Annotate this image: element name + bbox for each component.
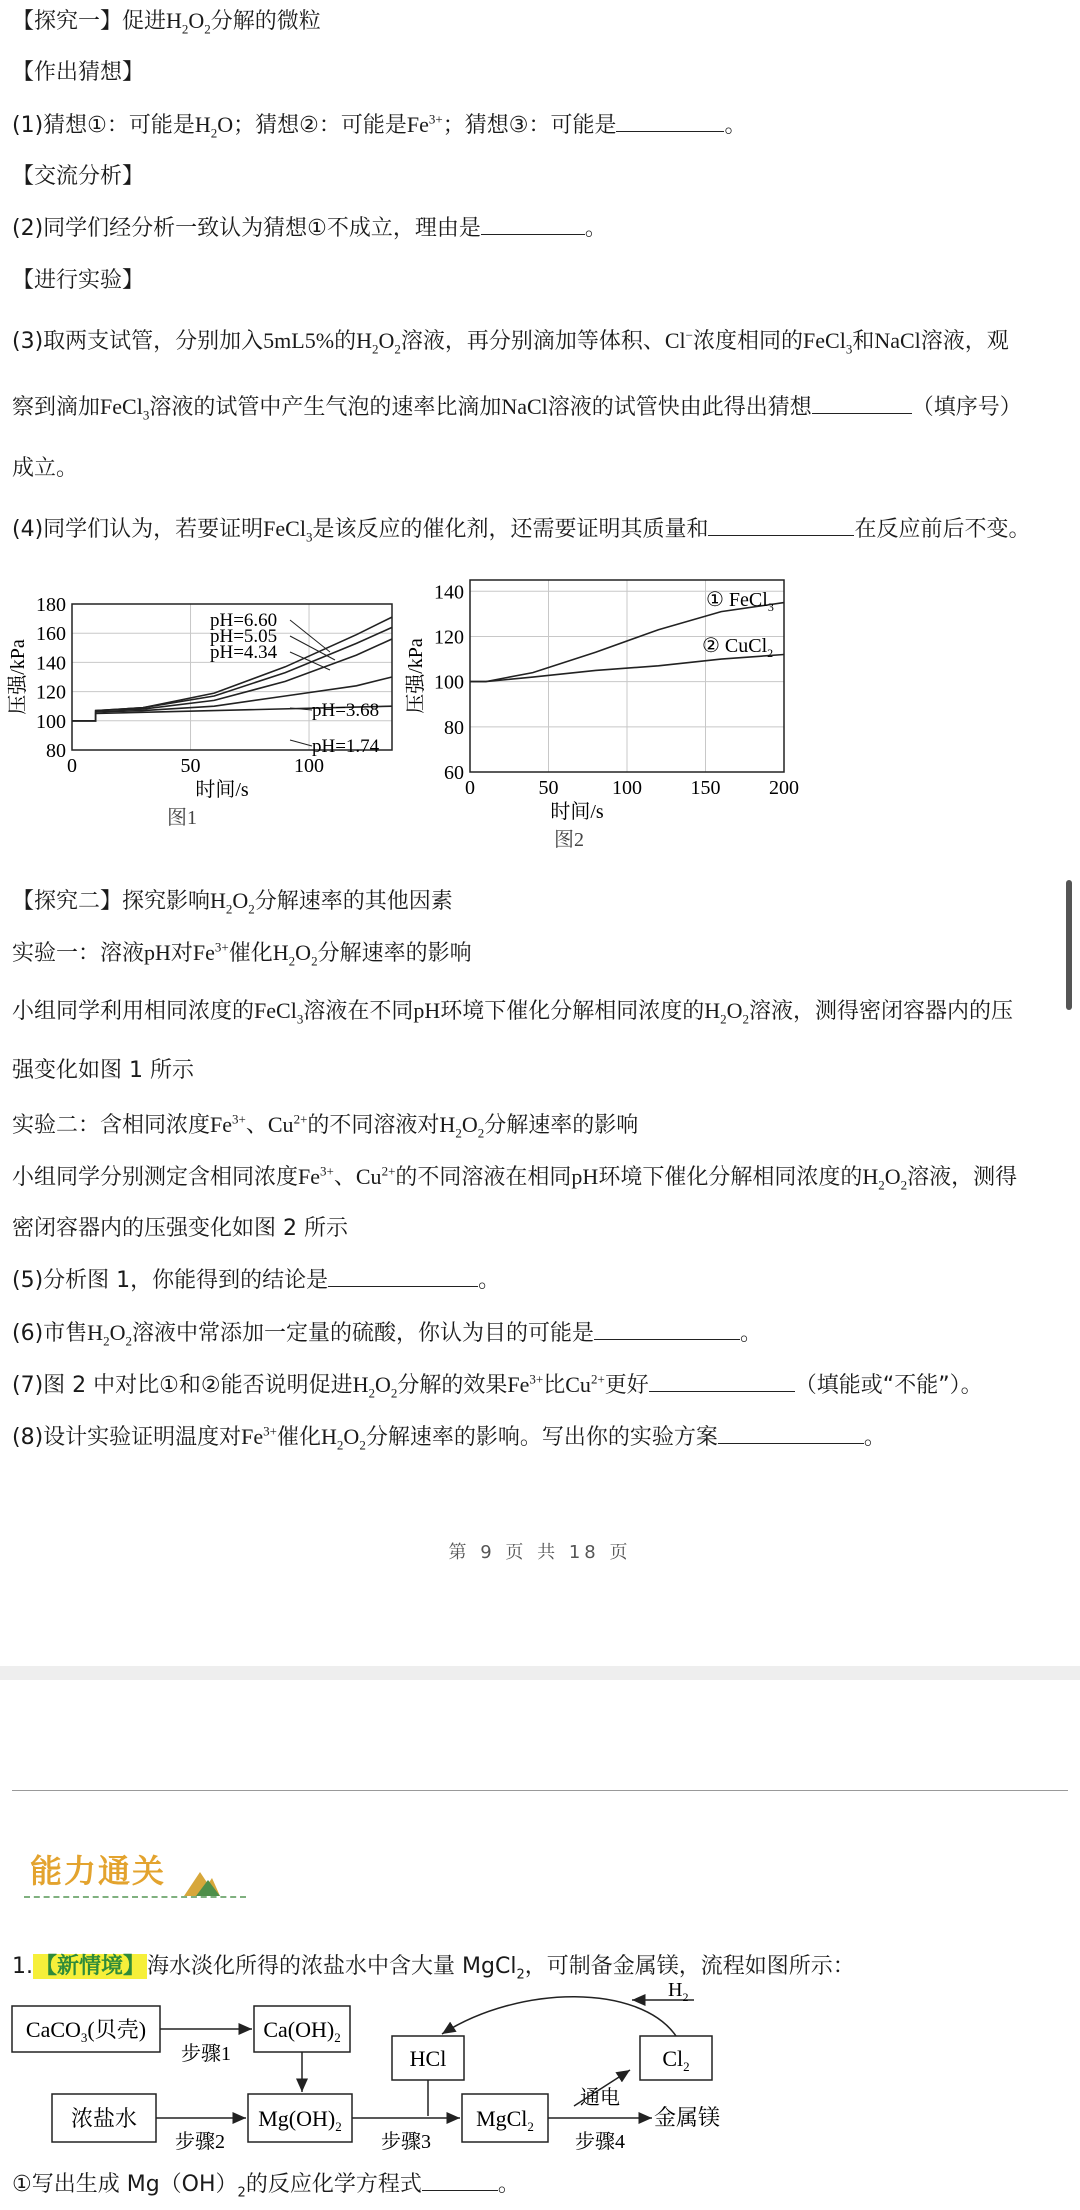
series-label: pH=6.60 (210, 610, 278, 631)
answer-blank-4[interactable] (708, 515, 854, 536)
answer-blank-2[interactable] (481, 214, 585, 235)
step3-label: 步骤3 (381, 2131, 431, 2153)
page-separator (0, 1666, 1080, 1680)
title-underline (24, 1896, 246, 1898)
y-axis-label: 压强/kPa (7, 639, 29, 715)
brine-label: 浓盐水 (70, 2106, 138, 2131)
x-tick-label: 0 (465, 777, 475, 799)
question-4: (4)同学们认为，若要证明FeCl$_3$是该反应的催化剂，还需要证明其质量和 在反应前后不变。 (12, 516, 1031, 545)
metal-mg-label: 金属镁 (654, 2105, 721, 2130)
series-label: pH=1.74 (312, 736, 380, 757)
answer-blank-1[interactable] (616, 111, 724, 132)
y-tick-label: 80 (444, 716, 464, 739)
figures (0, 570, 1080, 870)
series-label: pH=5.05 (210, 626, 278, 647)
question-5: (5)分析图 1，你能得到的结论是 。 (12, 1268, 501, 1293)
paragraph-2-line1: 小组同学分别测定含相同浓度$Fe^{3+}$、$Cu^{2+}$的不同溶液在相同pH环境下催化分解相同浓度的$H_2O_2$溶液，测得 (12, 1163, 1018, 1193)
x-tick-label: 100 (612, 777, 642, 799)
experiment-2-title: 实验二：含相同浓度$Fe^{3+}$、$Cu^{2+}$的不同溶液对$H_2O_2$分解速率的影响 (12, 1111, 639, 1141)
mgoh2-label: $Mg(OH)_2$ (258, 2106, 342, 2134)
h2o2-formula: $H_2O_2$ (166, 8, 211, 37)
section2-heading: 【探究二】探究影响$H_2O_2$分解速率的其他因素 (12, 888, 453, 917)
question-1: (1)猜想①：可能是$H_2O$；猜想②：可能是$Fe^{3+}$；猜想③：可能是 。 (12, 111, 747, 141)
paragraph-1-line2: 强变化如图 1 所示 (12, 1058, 194, 1083)
series-label: pH=3.68 (312, 700, 380, 721)
hypothesis-heading: 【作出猜想】 (12, 60, 145, 85)
question-6: (6)市售$H_2O_2$溶液中常添加一定量的硫酸，你认为目的可能是 。 (12, 1320, 762, 1349)
x-axis-label: 时间/s (550, 801, 604, 823)
paragraph-1-line1: 小组同学利用相同浓度的FeCl$_3$溶液在不同pH环境下催化分解相同浓度的$H_2O_2$溶液，测得密闭容器内的压 (12, 998, 1014, 1027)
answer-blank-7[interactable] (649, 1371, 795, 1392)
series-label-fecl3: ① FeCl$_3$ (706, 589, 774, 614)
arrow-cl2-to-hcl (442, 1997, 676, 2036)
y-tick-label: 140 (36, 652, 66, 675)
problem-1-intro: 1.【新情境】海水淡化所得的浓盐水中含大量 MgCl$_2$，可制备金属镁，流程如图所示： (12, 1954, 855, 1983)
x-tick-label: 50 (180, 755, 201, 777)
flow-diagram (0, 1980, 1080, 2162)
experiment-1-title: 实验一：溶液pH对$Fe^{3+}$催化$H_2O_2$分解速率的影响 (12, 939, 472, 969)
y-tick-label: 120 (434, 626, 464, 649)
step1-label: 步骤1 (181, 2043, 231, 2065)
answer-blank-last[interactable] (422, 2170, 498, 2191)
experiment-heading: 【进行实验】 (12, 268, 145, 293)
ability-title: 能力通关 (30, 1852, 167, 1890)
scrollbar-thumb[interactable] (1066, 880, 1072, 1010)
x-tick-label: 100 (294, 755, 325, 777)
divider-line (12, 1790, 1068, 1791)
answer-blank-6[interactable] (594, 1319, 740, 1340)
hcl-label: HCl (409, 2046, 447, 2071)
y-tick-label: 100 (36, 710, 66, 733)
h2-label: $H_2$ (668, 1980, 689, 2004)
x-tick-label: 50 (538, 777, 559, 799)
cl2-label: $Cl_2$ (662, 2046, 690, 2074)
series-label-cucl2: ② CuCl$_2$ (702, 635, 774, 660)
question-3-line3: 成立。 (12, 456, 79, 481)
y-tick-label: 60 (444, 762, 464, 784)
question-3-line1: (3)取两支试管，分别加入5mL5%的$H_2O_2$溶液，再分别滴加等体积、Cl−浓度相同的FeCl$_3$和NaCl溶液，观 (12, 327, 1009, 357)
new-context-tag: 【新情境】 (35, 1954, 146, 1979)
figure-2 (404, 580, 799, 851)
mgcl2-label: MgCl$_2$ (476, 2106, 534, 2134)
y-axis-label: 压强/kPa (405, 638, 427, 714)
caoh2-label: $Ca(OH)_2$ (263, 2017, 341, 2045)
section1-heading: 【探究一】促进$H_2O_2$分解的微粒 (12, 8, 321, 37)
question-7: (7)图 2 中对比①和②能否说明促进$H_2O_2$分解的效果$Fe^{3+}$比$Cu^{2+}$更好 （填能或“不能”）。 (12, 1371, 983, 1401)
discussion-heading: 【交流分析】 (12, 164, 145, 189)
figure-1 (6, 594, 392, 829)
y-tick-label: 140 (434, 581, 464, 604)
step2-label: 步骤2 (175, 2131, 225, 2153)
page-number: 第 9 页 共 18 页 (448, 1542, 632, 1563)
y-tick-label: 180 (36, 594, 66, 616)
x-tick-label: 150 (690, 777, 721, 799)
y-tick-label: 160 (36, 623, 66, 646)
figure-caption: 图2 (554, 829, 584, 851)
figure-caption: 图1 (167, 807, 197, 829)
paragraph-2-line2: 密闭容器内的压强变化如图 2 所示 (12, 1216, 348, 1241)
x-axis-label: 时间/s (195, 779, 249, 801)
answer-blank-3[interactable] (812, 393, 912, 414)
y-tick-label: 100 (434, 671, 464, 694)
question-2: (2)同学们经分析一致认为猜想①不成立，理由是 。 (12, 216, 607, 241)
y-tick-label: 120 (36, 681, 66, 704)
mountain-icon (182, 1864, 222, 1898)
last-question: ①写出生成 $Mg(OH)_2$的反应化学方程式 。 (12, 2172, 520, 2201)
question-3-line2: 察到滴加FeCl$_3$溶液的试管中产生气泡的速率比滴加NaCl溶液的试管快由此得出猜想 （填序号） (12, 394, 1022, 423)
label-leader (290, 652, 330, 670)
series-label: pH=4.34 (210, 642, 278, 663)
step4-label: 步骤4 (575, 2131, 625, 2153)
question-8: (8)设计实验证明温度对$Fe^{3+}$催化$H_2O_2$分解速率的影响。写出你的实验方案 。 (12, 1423, 886, 1453)
x-tick-label: 0 (67, 755, 77, 777)
electrolysis-label: 通电 (580, 2087, 620, 2109)
answer-blank-8[interactable] (718, 1423, 864, 1444)
x-tick-label: 200 (769, 777, 799, 799)
caco3-label: CaCO$_3$(贝壳) (25, 2017, 147, 2045)
y-tick-label: 80 (46, 740, 66, 762)
answer-blank-5[interactable] (328, 1266, 478, 1287)
